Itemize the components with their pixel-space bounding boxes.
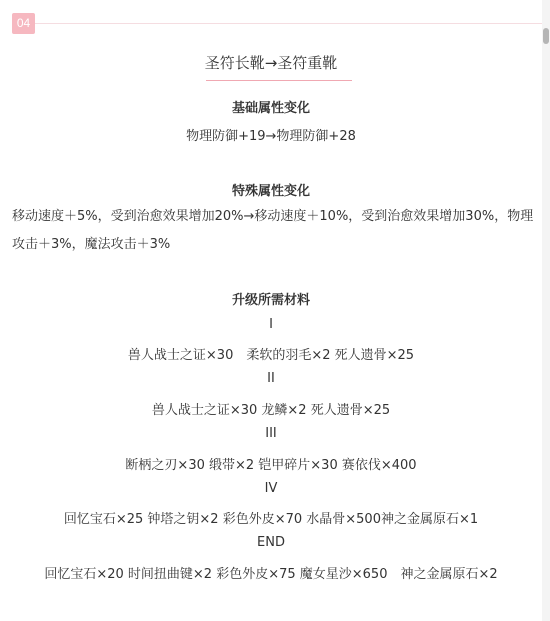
section-divider bbox=[35, 23, 542, 24]
special-attributes-heading: 特殊属性变化 bbox=[231, 184, 310, 199]
vertical-scrollbar[interactable] bbox=[542, 0, 550, 621]
tier-materials-3: 断柄之刃×30 缎带×2 铠甲碎片×30 赛依伐×400 bbox=[125, 458, 417, 473]
tier-materials-end: 回忆宝石×20 时间扭曲键×2 彩色外皮×75 魔女星沙×650 神之金属原石×2 bbox=[44, 567, 498, 582]
tier-label-4: IV bbox=[264, 481, 278, 496]
tier-materials-2: 兽人战士之证×30 龙鳞×2 死人遗骨×25 bbox=[151, 403, 391, 418]
tier-label-1: I bbox=[269, 317, 273, 332]
base-attributes-text: 物理防御+19→物理防御+28 bbox=[186, 129, 356, 144]
tier-materials-1: 兽人战士之证×30 柔软的羽毛×2 死人遗骨×25 bbox=[127, 348, 415, 363]
section-number-badge: 04 bbox=[12, 13, 35, 34]
upgrade-materials-heading: 升级所需材料 bbox=[231, 293, 310, 308]
tier-label-3: III bbox=[265, 426, 277, 441]
base-attributes-heading: 基础属性变化 bbox=[231, 101, 310, 116]
tier-label-end: END bbox=[257, 535, 285, 550]
tier-materials-4: 回忆宝石×25 钟塔之钥×2 彩色外皮×70 水晶骨×500神之金属原石×1 bbox=[63, 512, 479, 527]
upgrade-title: 圣符长靴→圣符重靴 bbox=[204, 54, 338, 72]
section-header bbox=[12, 13, 542, 35]
special-attributes-text: 移动速度＋5%，受到治愈效果增加20%→移动速度＋10%，受到治愈效果增加30%，物理攻击＋3%，魔法攻击＋3% bbox=[12, 209, 534, 252]
scrollbar-thumb[interactable] bbox=[543, 28, 549, 44]
title-underline bbox=[206, 80, 352, 81]
tier-label-2: II bbox=[267, 371, 275, 386]
